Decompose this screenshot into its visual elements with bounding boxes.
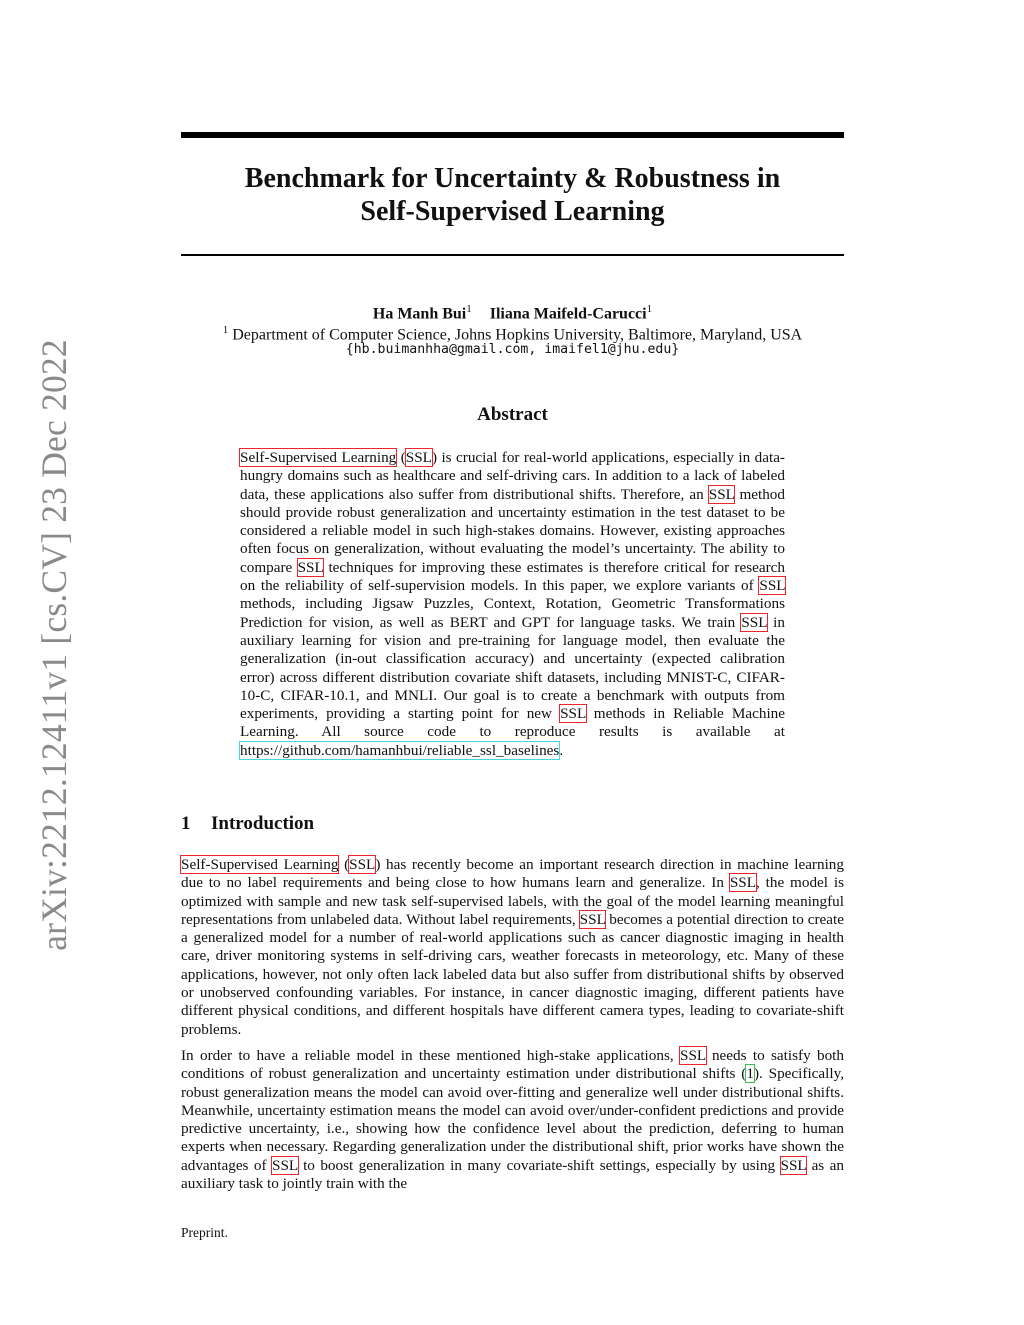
author-name-2: Iliana Maifeld-Carucci [489, 305, 647, 323]
acronym-link-ssl[interactable]: SSL [708, 485, 735, 503]
acronym-link-ssl[interactable]: SSL [405, 449, 432, 466]
section-number: 1 [181, 813, 191, 834]
acronym-link-ssl[interactable]: SSL [349, 856, 376, 873]
intro-text: In order to have a reliable model in these mentioned high-stake applications, [181, 1046, 680, 1064]
intro-text: ). Specifically, robust generalization means the model can avoid over-fitting and generalize well under distributional shifts. Meanwhile, uncertainty estimation means the model can avoid over/under-confident predictions and provide predictive uncertainty, i.e., showing how the confidence level about the prediction, deferring to human experts when necessary. Regarding generalization under the distributional shift, prior works have shown the advantages of [181, 1065, 844, 1174]
abstract-heading: Abstract [477, 404, 548, 425]
author-affil-mark-1: 1 [466, 303, 472, 315]
affiliation-mark: 1 [222, 324, 229, 336]
acronym-link-ssl[interactable]: SSL [729, 874, 756, 892]
abstract-text: in auxiliary learning for vision and pre-training for language model, then evaluate the generalization (in-out classification accuracy) and uncertainty (expected calibration error) across different distribution covariate shift datasets, including MNIST-C, CIFAR-10-C, CIFAR-10.1, and MNLI. Our goal is to create a benchmark with outputs from experiments, providing a starting point for new [240, 613, 785, 723]
title-bottom-rule [181, 254, 844, 256]
acronym-link-ssl[interactable]: SSL [741, 613, 767, 631]
section-heading-introduction [181, 813, 314, 835]
acronym-link-ssl[interactable]: SSL [297, 558, 324, 576]
abstract-text: methods in Reliable Machine Learning. All source code to reproduce results is available at [240, 705, 785, 741]
introduction-body [181, 856, 844, 1201]
acronym-link-ssl[interactable]: SSL [780, 1156, 807, 1174]
intro-text: to boost generalization in many covariate-shift settings, especially by using [297, 1156, 781, 1174]
footer-preprint-note: Preprint. [181, 1225, 228, 1240]
title-line-1: Benchmark for Uncertainty & Robustness in [244, 163, 781, 194]
title-top-rule [181, 132, 844, 138]
arxiv-identifier-stamp: arXiv:2212.12411v1 [cs.CV] 23 Dec 2022 [34, 339, 74, 951]
citation-link-1[interactable]: 1 [746, 1065, 754, 1083]
abstract-text: method should provide robust generalization and uncertainty estimation in the test dataset to be considered a reliable model in such high-stakes domains. However, existing approaches often focus on generalization, without evaluating the model’s uncertainty. The ability to compare [240, 485, 785, 576]
author-name-1: Ha Manh Bui [372, 305, 467, 323]
title-line-2: Self-Supervised Learning [360, 196, 665, 227]
abstract-text: ) is crucial for real-world applications, especially in data-hungry domains such as healthcare and self-driving cars. In addition to a lack of labeled data, these applications also suffer from distributional shifts. Therefore, an [240, 449, 785, 503]
intro-text: needs to satisfy both conditions of robust generalization and uncertainty estimation under distributional shifts ( [181, 1046, 844, 1083]
intro-text: ) has recently become an important research direction in machine learning due to no label requirements and being close to how humans learn and generalize. In [181, 856, 844, 892]
author-affil-mark-2: 1 [646, 303, 653, 315]
acronym-link-ssl-full[interactable]: Self-Supervised Learning [181, 856, 339, 873]
intro-text: , the model is optimized with sample and new task self-supervised labels, with the goal of the model learning meaningful representations from unlabeled data. Without label requirements, [181, 874, 844, 928]
intro-text: becomes a potential direction to create a generalized model for a number of real-world applications such as cancer diagnostic imaging in health care, driver monitoring systems in self-driving cars, weather forecasts in meteorology, etc. Many of these applications, however, not only often lack labeled data but also suffer from distributional shifts by observed or unobserved confounding variables. For instance, in cancer diagnostic imaging, different patients have different physical conditions, and different hospitals have different camera types, leading to covariate-shift problems. [181, 910, 844, 1038]
acronym-link-ssl[interactable]: SSL [759, 577, 785, 595]
acronym-link-ssl-full[interactable]: Self-Supervised Learning [240, 449, 397, 466]
acronym-link-ssl[interactable]: SSL [560, 705, 586, 723]
source-code-url-link[interactable]: https://github.com/hamanhbui/reliable_ssl_baselines [240, 741, 560, 759]
abstract-text: techniques for improving these estimates is therefore critical for research on the reliability of self-supervision models. In this paper, we explore variants of [240, 558, 785, 595]
acronym-link-ssl[interactable]: SSL [680, 1046, 706, 1064]
abstract-text: methods, including Jigsaw Puzzles, Context, Rotation, Geometric Transformations Prediction for vision, as well as BERT and GPT for language tasks. We train [240, 595, 785, 631]
abstract-text: . [559, 741, 564, 759]
intro-paragraph-1: Self-Supervised Learning (SSL) has recently become an important research direction in machine learning due to no label requirements and being close to how humans learn and generalize. In SSL, the model is optimized with sample and new task self-supervised labels, with the goal of the model learning meaningful representations from unlabeled data. Without label requirements, SSL becomes a potential direction to create a generalized model for a number of real-world applications such as cancer diagnostic imaging in health care, driver monitoring systems in self-driving cars, weather forecasts in meteorology, etc. Many of these applications, however, not only often lack labeled data but also suffer from distributional shifts by observed or unobserved confounding variables. For instance, in cancer diagnostic imaging, different patients have different physical conditions, and different hospitals have different camera types, leading to covariate-shift problems. [181, 856, 844, 1038]
section-title: Introduction [211, 813, 315, 834]
acronym-link-ssl[interactable]: SSL [579, 910, 606, 928]
acronym-link-ssl[interactable]: SSL [272, 1156, 298, 1174]
intro-text: as an auxiliary task to jointly train with the [181, 1156, 844, 1193]
abstract-body: Self-Supervised Learning (SSL) is crucial for real-world applications, especially in data-hungry domains such as healthcare and self-driving cars. In addition to a lack of labeled data, these applications also suffer from distributional shifts. Therefore, an SSL method should provide robust generalization and uncertainty estimation in the test dataset to be considered a reliable model in such high-stakes domains. However, existing approaches often focus on generalization, without evaluating the model’s uncertainty. The ability to compare SSL techniques for improving these estimates is therefore critical for research on the reliability of self-supervision models. In this paper, we explore variants of SSL methods, including Jigsaw Puzzles, Context, Rotation, Geometric Transformations Prediction for vision, as well as BERT and GPT for language tasks. We train SSL in auxiliary learning for vision and pre-training for language model, then evaluate the generalization (in-out classification accuracy) and uncertainty (expected calibration error) across different distribution covariate shift datasets, including MNIST-C, CIFAR-10-C, CIFAR-10.1, and MNLI. Our goal is to create a benchmark with outputs from experiments, providing a starting point for new SSL methods in Reliable Machine Learning. All source code to reproduce results is available at https://github.com/hamanhbui/reliable_ssl_baselines. [240, 449, 785, 759]
intro-paragraph-2 [181, 1047, 844, 1193]
affiliation-text: Department of Computer Science, Johns Hopkins University, Baltimore, Maryland, USA [232, 326, 803, 344]
author-emails: {hb.buimanhha@gmail.com, imaifel1@jhu.edu} [345, 342, 680, 357]
paper-title [181, 162, 844, 228]
